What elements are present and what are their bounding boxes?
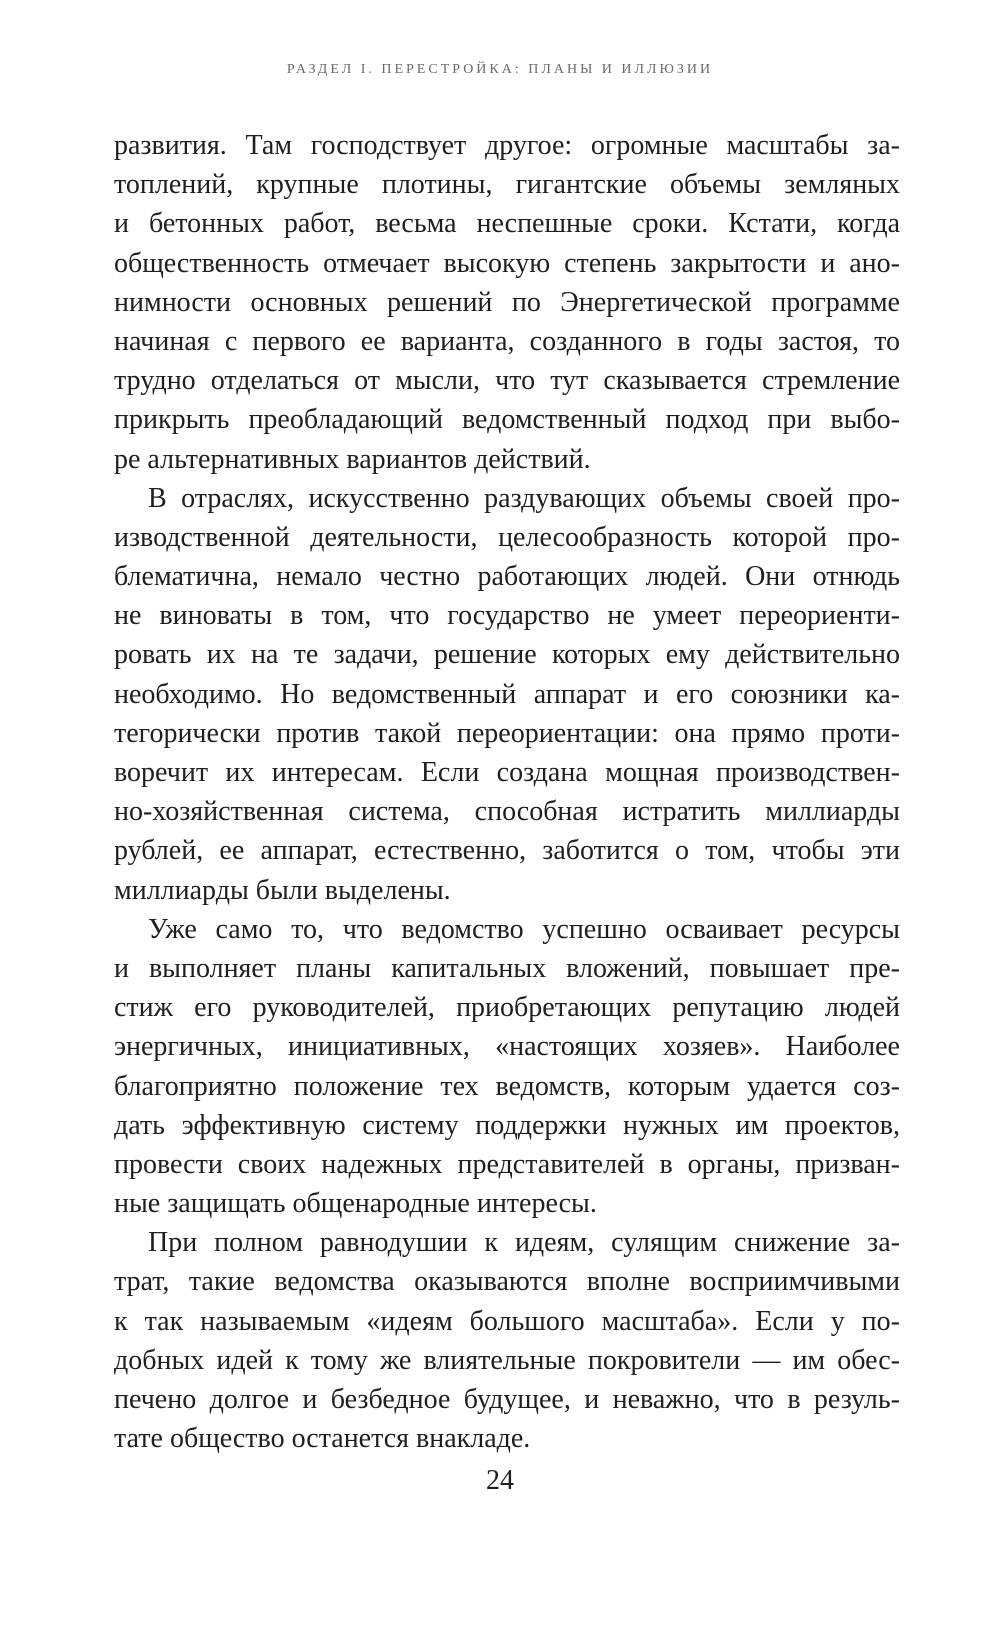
text-line: трат, такие ведомства оказываются вполне восприимчивыми bbox=[114, 1266, 900, 1298]
text-line: нимности основных решений по Энергетической программе bbox=[114, 286, 900, 318]
text-line: Уже само то, что ведомство успешно осваивает ресурсы bbox=[148, 913, 900, 945]
page-number: 24 bbox=[486, 1465, 514, 1496]
text-line: изводственной деятельности, целесообразность которой про- bbox=[114, 521, 900, 553]
text-line: энергичных, инициативных, «настоящих хозяев». Наиболее bbox=[114, 1031, 900, 1063]
text-line: и выполняет планы капитальных вложений, повышает пре- bbox=[114, 952, 900, 984]
text-line: воречит их интересам. Если создана мощная производствен- bbox=[114, 757, 900, 788]
text-line: блематична, немало честно работающих людей. Они отнюдь bbox=[114, 561, 900, 593]
text-line: миллиарды были выделены. bbox=[114, 874, 451, 906]
text-line: и бетонных работ, весьма неспешные сроки. Кстати, когда bbox=[114, 208, 900, 240]
text-line: добных идей к тому же влиятельные покровители — им обес- bbox=[114, 1344, 900, 1376]
text-line: тегорически против такой переориентации: она прямо проти- bbox=[114, 717, 900, 749]
text-line: но-хозяйственная система, способная истратить миллиарды bbox=[114, 796, 900, 828]
text-line: начиная с первого ее варианта, созданного в годы застоя, то bbox=[114, 325, 900, 357]
text-line: общественность отмечает высокую степень закрытости и ано- bbox=[114, 247, 900, 279]
text-line: ровать их на те задачи, решение которых ему действительно bbox=[114, 639, 900, 671]
paragraph bbox=[114, 126, 900, 479]
text-line: не виноваты в том, что государство не умеет переориенти- bbox=[114, 600, 900, 632]
text-line: В отраслях, искусственно раздувающих объемы своей про- bbox=[148, 482, 900, 514]
paragraph bbox=[114, 479, 900, 910]
text-line: печено долгое и безбедное будущее, и неважно, что в резуль- bbox=[114, 1384, 900, 1415]
text-line: дать эффективную систему поддержки нужных им проектов, bbox=[114, 1109, 900, 1141]
running-head: РАЗДЕЛ I. ПЕРЕСТРОЙКА: ПЛАНЫ И ИЛЛЮЗИИ bbox=[286, 62, 714, 77]
paragraph bbox=[114, 910, 900, 1224]
paragraph bbox=[114, 1223, 900, 1458]
text-line: необходимо. Но ведомственный аппарат и его союзники ка- bbox=[114, 678, 900, 710]
text-line: благоприятно положение тех ведомств, которым удается соз- bbox=[114, 1070, 900, 1102]
text-line: ре альтернативных вариантов действий. bbox=[114, 443, 591, 475]
text-line: развития. Там господствует другое: огромные масштабы за- bbox=[114, 130, 900, 161]
text-line: топлений, крупные плотины, гигантские объемы земляных bbox=[114, 169, 900, 201]
text-line: При полном равнодушии к идеям, сулящим снижение за- bbox=[148, 1227, 900, 1259]
text-line: рублей, ее аппарат, естественно, заботится о том, чтобы эти bbox=[114, 835, 900, 867]
text-line: стиж его руководителей, приобретающих репутацию людей bbox=[114, 992, 900, 1024]
text-line: тате общество останется внакладе. bbox=[114, 1423, 531, 1455]
text-line: трудно отделаться от мысли, что тут сказывается стремление bbox=[114, 365, 900, 397]
body-text bbox=[114, 126, 900, 1458]
text-line: провести своих надежных представителей в органы, призван- bbox=[114, 1148, 900, 1180]
text-line: прикрыть преобладающий ведомственный подход при выбо- bbox=[114, 404, 900, 436]
text-line: ные защищать общенародные интересы. bbox=[114, 1188, 597, 1220]
text-line: к так называемым «идеям большого масштаба». Если у по- bbox=[114, 1305, 900, 1337]
